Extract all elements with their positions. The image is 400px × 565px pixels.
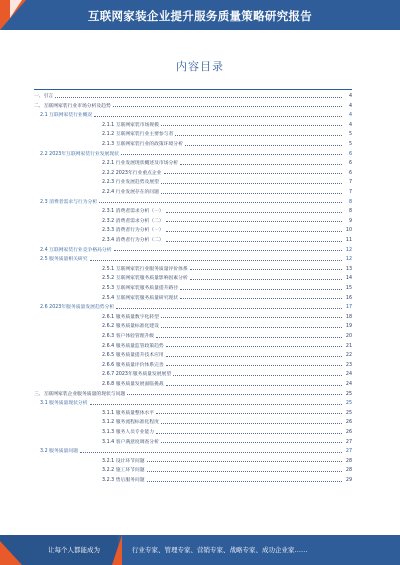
- toc-entry-page: 8: [348, 199, 352, 205]
- toc-entry[interactable]: [34, 237, 352, 245]
- toc-leader-dots: [161, 442, 342, 443]
- toc-entry[interactable]: [34, 467, 352, 475]
- toc-entry[interactable]: [34, 189, 352, 197]
- toc-entry[interactable]: [34, 429, 352, 437]
- toc-entry-page: 25: [345, 391, 352, 397]
- toc-leader-dots: [161, 193, 342, 194]
- toc-entry[interactable]: [34, 141, 352, 149]
- toc-entry-title: 2.6.5 服务质量提升技术应用: [102, 353, 164, 359]
- toc-entry-title: 2.1.2 互联网家装行业主要参与者: [102, 132, 174, 138]
- toc-entry[interactable]: [34, 381, 352, 389]
- toc-entry-title: 2.3.2 消费者需求分析（二）: [102, 218, 164, 224]
- toc-leader-dots: [147, 481, 342, 482]
- page-header: [0, 0, 400, 30]
- toc-entry[interactable]: [34, 179, 352, 187]
- toc-leader-dots: [166, 365, 342, 366]
- toc-entry-page: 16: [345, 295, 352, 301]
- toc-leader-dots: [99, 202, 342, 203]
- toc-leader-dots: [147, 471, 342, 472]
- toc-entry-title: 3.1.4 客户满意度调查分析: [102, 439, 159, 445]
- toc-entry[interactable]: [34, 227, 352, 235]
- toc-entry-page: 27: [345, 439, 352, 445]
- toc-entry-title: 2.5.1 互联网家装行业服务质量评价体系: [102, 266, 188, 272]
- toc-entry-page: 12: [345, 247, 352, 253]
- toc-entry[interactable]: [34, 285, 352, 293]
- toc-entry[interactable]: [34, 256, 352, 264]
- report-title: 互联网家装企业提升服务质量策略研究报告: [87, 9, 313, 23]
- toc-leader-dots: [127, 394, 342, 395]
- toc-entry-title: 2.5.3 互联网家装服务质量提升路径: [102, 286, 179, 291]
- toc-entry-title: 三、互联网家装企业服务质量的现状与问题: [34, 391, 126, 397]
- toc-entry-page: 21: [345, 343, 352, 349]
- toc-entry-page: 10: [345, 228, 352, 234]
- toc-entry-page: 12: [345, 257, 352, 263]
- toc-entry[interactable]: [34, 458, 352, 466]
- toc-leader-dots: [166, 221, 342, 222]
- toc-entry-page: 6: [348, 161, 352, 167]
- toc-entry[interactable]: [34, 343, 352, 351]
- toc-entry[interactable]: [34, 112, 352, 120]
- toc-entry[interactable]: [34, 333, 352, 341]
- toc-entry-title: 2.6.1 服务质量数字化转型: [102, 314, 159, 320]
- toc-entry[interactable]: [34, 323, 352, 331]
- toc-leader-dots: [156, 413, 342, 414]
- toc-leader-dots: [121, 154, 342, 155]
- toc-entry[interactable]: [34, 439, 352, 447]
- toc-entry[interactable]: [34, 419, 352, 427]
- toc-entry[interactable]: [34, 448, 352, 456]
- toc-entry-title: 2.2 2023年互联网家装行业发展现状: [40, 151, 119, 157]
- toc-leader-dots: [180, 289, 342, 290]
- toc-entry-page: 18: [345, 314, 352, 320]
- toc-entry-title: 2.6.7 2023年服务质量发展展望: [102, 372, 172, 378]
- toc-leader-dots: [166, 356, 342, 357]
- toc-entry[interactable]: [34, 410, 352, 418]
- toc-entry[interactable]: [34, 314, 352, 322]
- toc-entry-title: 3.2.2 施工环节问题: [102, 468, 145, 474]
- toc-entry-page: 26: [345, 430, 352, 435]
- toc-entry[interactable]: [34, 170, 352, 178]
- toc-entry[interactable]: [34, 391, 352, 399]
- toc-leader-dots: [185, 145, 342, 146]
- toc-entry-title: 2.3.3 消费者行为分析（一）: [102, 228, 164, 234]
- toc-entry-title: 2.5.4 互联网家装服务质量研究现状: [102, 295, 179, 301]
- toc-entry-title: 2.6 2023年服务质量发展趋势分析: [40, 305, 115, 311]
- toc-entry-page: 4: [348, 113, 352, 119]
- toc-entry[interactable]: [34, 295, 352, 303]
- toc-entry[interactable]: [34, 218, 352, 226]
- footer-slogan: 让每个人都能成为: [48, 546, 100, 554]
- toc-leader-dots: [90, 260, 342, 261]
- toc-entry-title: 2.2.4 行业发展存在的问题: [102, 190, 159, 195]
- toc-leader-dots: [161, 183, 342, 184]
- toc-entry-page: 11: [345, 238, 352, 243]
- toc-entry-title: 2.6.6 服务质量评价体系完善: [102, 362, 164, 368]
- toc-leader-dots: [190, 269, 342, 270]
- toc-leader-dots: [55, 97, 342, 98]
- toc-leader-dots: [180, 298, 342, 299]
- toc-entry[interactable]: [34, 275, 352, 283]
- toc-entry-title: 2.2.1 行业发展现状概述及市场分析: [102, 161, 179, 167]
- toc-heading: 内容目录: [176, 60, 224, 73]
- toc-leader-dots: [161, 423, 342, 424]
- toc-entry-page: 24: [345, 382, 352, 387]
- toc-leader-dots: [164, 173, 342, 174]
- toc-entry-page: 4: [348, 94, 352, 99]
- toc-leader-dots: [166, 385, 342, 386]
- toc-entry-title: 2.3 消费者需求与行为分析: [40, 199, 98, 205]
- toc-entry-page: 4: [348, 103, 352, 109]
- toc-entry-title: 2.5 服务质量相关研究: [40, 257, 88, 263]
- toc-entry-page: 22: [345, 353, 352, 359]
- toc-leader-dots: [114, 250, 342, 251]
- toc-leader-dots: [156, 337, 342, 338]
- toc-entry-title: 2.6.4 服务质量监管政策趋势: [102, 343, 164, 349]
- toc-entry-title: 2.6.8 服务质量发展面临挑战: [102, 382, 164, 387]
- toc-entry-page: 19: [345, 324, 352, 330]
- toc-entry-page: 8: [348, 209, 352, 215]
- toc-entry-title: 3.1 服务质量现状分析: [40, 401, 88, 407]
- toc-entry-title: 2.5.2 互联网家装服务质量影响因素分析: [102, 276, 188, 282]
- toc-entry-page: 26: [345, 420, 352, 426]
- toc-entry[interactable]: [34, 131, 352, 139]
- toc-entry-title: 一、引言: [34, 94, 54, 99]
- toc-entry[interactable]: [34, 160, 352, 168]
- toc-entry[interactable]: [34, 266, 352, 274]
- toc-entry-page: 27: [345, 449, 352, 455]
- table-of-contents: [34, 89, 352, 491]
- toc-leader-dots: [113, 106, 342, 107]
- toc-entry-title: 3.1.3 服务人员专业能力: [102, 430, 155, 435]
- toc-entry[interactable]: [34, 362, 352, 370]
- toc-entry-page: 28: [345, 468, 352, 474]
- toc-entry-page: 17: [345, 305, 352, 311]
- toc-entry-title: 2.6.2 服务质量标准化建设: [102, 324, 159, 330]
- toc-entry-page: 15: [345, 286, 352, 291]
- toc-leader-dots: [166, 231, 342, 232]
- toc-entry[interactable]: [34, 93, 352, 101]
- page-footer: [0, 535, 400, 565]
- toc-entry-title: 2.2.2 2023年行业重点企业: [102, 170, 162, 176]
- toc-entry-page: 28: [345, 458, 352, 464]
- toc-entry-page: 14: [345, 276, 352, 282]
- toc-entry-page: 7: [348, 180, 352, 186]
- toc-entry-page: 23: [345, 362, 352, 368]
- toc-entry-page: 9: [348, 218, 352, 224]
- toc-entry-title: 2.2.3 行业发展趋势及展望: [102, 180, 159, 186]
- toc-entry-page: 20: [345, 334, 352, 339]
- toc-entry[interactable]: [34, 208, 352, 216]
- toc-leader-dots: [173, 375, 342, 376]
- toc-entry-title: 2.3.1 消费者需求分析（一）: [102, 209, 164, 215]
- footer-accent-divider: [112, 535, 122, 565]
- toc-entry-title: 3.2.3 售后服务问题: [102, 478, 145, 483]
- toc-entry-page: 25: [345, 410, 352, 416]
- toc-entry-title: 3.2.1 设计环节问题: [102, 458, 145, 464]
- toc-entry[interactable]: [34, 352, 352, 360]
- toc-leader-dots: [166, 212, 342, 213]
- toc-leader-dots: [116, 308, 342, 309]
- toc-entry[interactable]: [34, 247, 352, 255]
- toc-entry[interactable]: [34, 122, 352, 130]
- toc-entry[interactable]: [34, 199, 352, 207]
- toc-leader-dots: [175, 135, 342, 136]
- toc-leader-dots: [166, 346, 342, 347]
- toc-entry-title: 二、互联网家装行业市场分析及趋势: [34, 103, 111, 109]
- toc-entry-page: 6: [348, 170, 352, 176]
- footer-accent-corner: [0, 541, 22, 565]
- toc-leader-dots: [166, 241, 342, 242]
- toc-entry-title: 2.1.3 互联网家装行业的政策环境分析: [102, 142, 183, 147]
- toc-entry-title: 2.4 互联网家装行业竞争格局分析: [40, 247, 112, 253]
- toc-entry[interactable]: [34, 400, 352, 408]
- toc-entry-title: 3.1.1 服务质量整体水平: [102, 410, 155, 416]
- toc-leader-dots: [161, 317, 342, 318]
- toc-leader-dots: [156, 433, 342, 434]
- toc-leader-dots: [147, 461, 342, 462]
- toc-leader-dots: [94, 116, 342, 117]
- toc-entry-title: 2.3.4 消费者行为分析（二）: [102, 238, 164, 243]
- toc-entry-title: 3.2 服务质量问题: [40, 449, 78, 455]
- toc-leader-dots: [180, 164, 342, 165]
- toc-entry[interactable]: [34, 477, 352, 485]
- toc-entry[interactable]: [34, 304, 352, 312]
- toc-entry-title: 2.6.3 客户体验管理升级: [102, 334, 155, 339]
- toc-entry-title: 2.1.1 互联网家装市场规模: [102, 122, 159, 128]
- toc-entry-page: 29: [345, 478, 352, 483]
- toc-entry-page: 5: [348, 142, 352, 147]
- toc-leader-dots: [190, 279, 342, 280]
- toc-leader-dots: [161, 125, 342, 126]
- toc-leader-dots: [161, 327, 342, 328]
- toc-entry-page: 7: [348, 190, 352, 195]
- toc-entry-page: 25: [345, 401, 352, 407]
- toc-leader-dots: [90, 404, 342, 405]
- toc-entry-page: 13: [345, 266, 352, 272]
- toc-entry-page: 6: [348, 151, 352, 157]
- toc-entry-page: 4: [348, 122, 352, 128]
- toc-entry-page: 24: [345, 372, 352, 378]
- toc-entry-page: 5: [348, 132, 352, 138]
- toc-entry-title: 3.1.2 服务流程标准化程度: [102, 420, 159, 426]
- toc-entry-title: 2.1 互联网家装行业概况: [40, 113, 93, 119]
- toc-entry[interactable]: [34, 151, 352, 159]
- toc-entry[interactable]: [34, 103, 352, 111]
- toc-entry[interactable]: [34, 371, 352, 379]
- toc-leader-dots: [80, 452, 342, 453]
- footer-roles: 行业专家、管理专家、营销专家、战略专家、成功企业家……: [132, 546, 308, 554]
